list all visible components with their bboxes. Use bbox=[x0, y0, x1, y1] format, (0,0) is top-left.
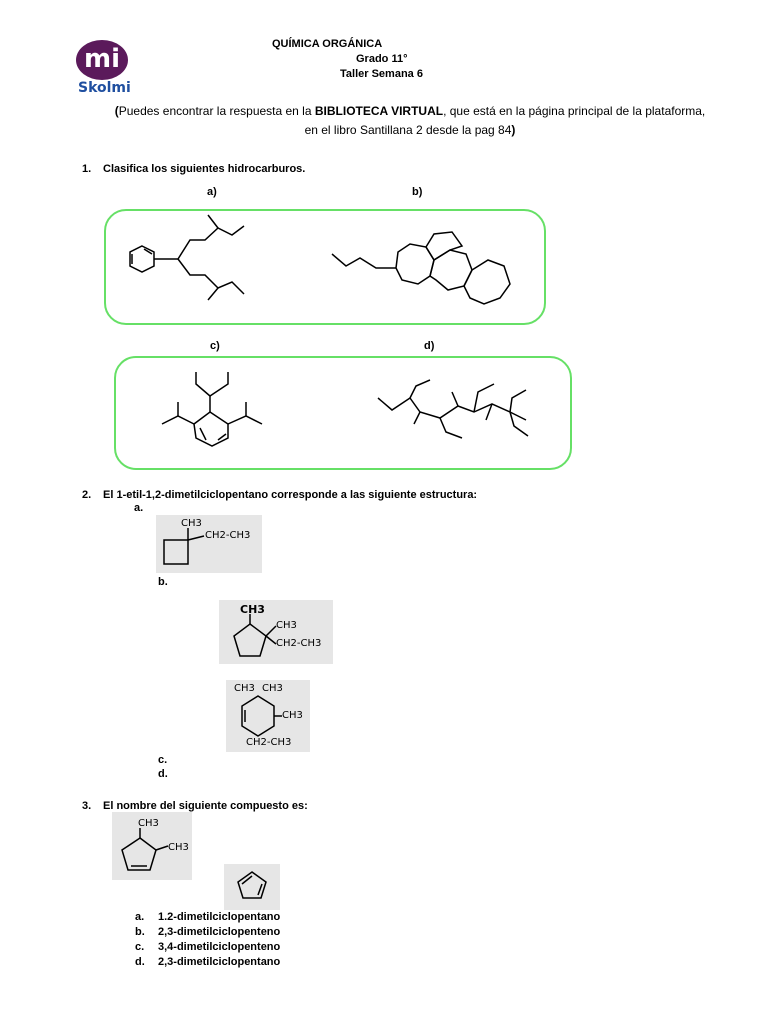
q1-label-c: c) bbox=[210, 340, 220, 352]
intro-open: ( bbox=[114, 104, 119, 118]
q1-label-d: d) bbox=[424, 340, 435, 352]
intro-close: ) bbox=[511, 123, 516, 137]
q1-label-a: a) bbox=[207, 186, 217, 198]
q3-option-a-letter: a. bbox=[135, 911, 145, 923]
q3-text: El nombre del siguiente compuesto es: bbox=[103, 800, 308, 812]
grade-label: Grado 11° bbox=[356, 53, 408, 65]
intro-highlight: BIBLIOTECA VIRTUAL bbox=[314, 104, 444, 118]
intro-text-1: Puedes encontrar la respuesta en la bbox=[118, 104, 315, 118]
q3-number: 3. bbox=[82, 800, 92, 812]
logo-mark: mi bbox=[76, 40, 128, 80]
q3-option-c-text: 3,4-dimetilciclopenteno bbox=[158, 941, 281, 953]
q1-number: 1. bbox=[82, 163, 92, 175]
q1-label-b: b) bbox=[412, 186, 423, 198]
q2-a-chain: CH2-CH3 bbox=[205, 530, 251, 541]
q2-a-ch3: CH3 bbox=[181, 518, 202, 529]
q2-option-b: b. bbox=[158, 576, 168, 588]
q2-c-chain: CH2-CH3 bbox=[246, 737, 292, 748]
q2-b-chain: CH2-CH3 bbox=[276, 638, 322, 649]
subject-title: QUÍMICA ORGÁNICA bbox=[272, 38, 383, 50]
q3-option-d-letter: d. bbox=[135, 956, 145, 968]
q3-ch3-right: CH3 bbox=[168, 842, 189, 853]
q2-option-a: a. bbox=[134, 502, 144, 514]
q1-text: Clasifica los siguientes hidrocarburos. bbox=[103, 163, 306, 175]
q3-option-d-text: 2,3-dimetilciclopentano bbox=[158, 956, 281, 968]
q2-option-c: c. bbox=[158, 754, 168, 766]
q2-c-ch3-right: CH3 bbox=[262, 683, 283, 694]
q2-number: 2. bbox=[82, 489, 92, 501]
intro-text-2: , que está en la página principal de la plataforma, en el libro Santillana 2 desde la pag 84 bbox=[304, 104, 706, 137]
q2-b-ch3-right: CH3 bbox=[276, 620, 297, 631]
q2-text: El 1-etil-1,2-dimetilciclopentano corresponde a las siguiente estructura: bbox=[103, 489, 478, 501]
q2-c-ch3-left: CH3 bbox=[234, 683, 255, 694]
q3-option-b-text: 2,3-dimetilciclopenteno bbox=[158, 926, 281, 938]
logo-word: Skolmi bbox=[78, 80, 131, 96]
q2-c-ch3-side: CH3 bbox=[282, 710, 303, 721]
workshop-label: Taller Semana 6 bbox=[340, 68, 423, 80]
q3-ch3-top: CH3 bbox=[138, 818, 159, 829]
q2-option-d: d. bbox=[158, 768, 168, 780]
q3-option-a-text: 1.2-dimetilciclopentano bbox=[158, 911, 281, 923]
q2-b-ch3-top: CH3 bbox=[240, 603, 265, 616]
q3-option-c-letter: c. bbox=[135, 941, 145, 953]
q3-option-b-letter: b. bbox=[135, 926, 145, 938]
